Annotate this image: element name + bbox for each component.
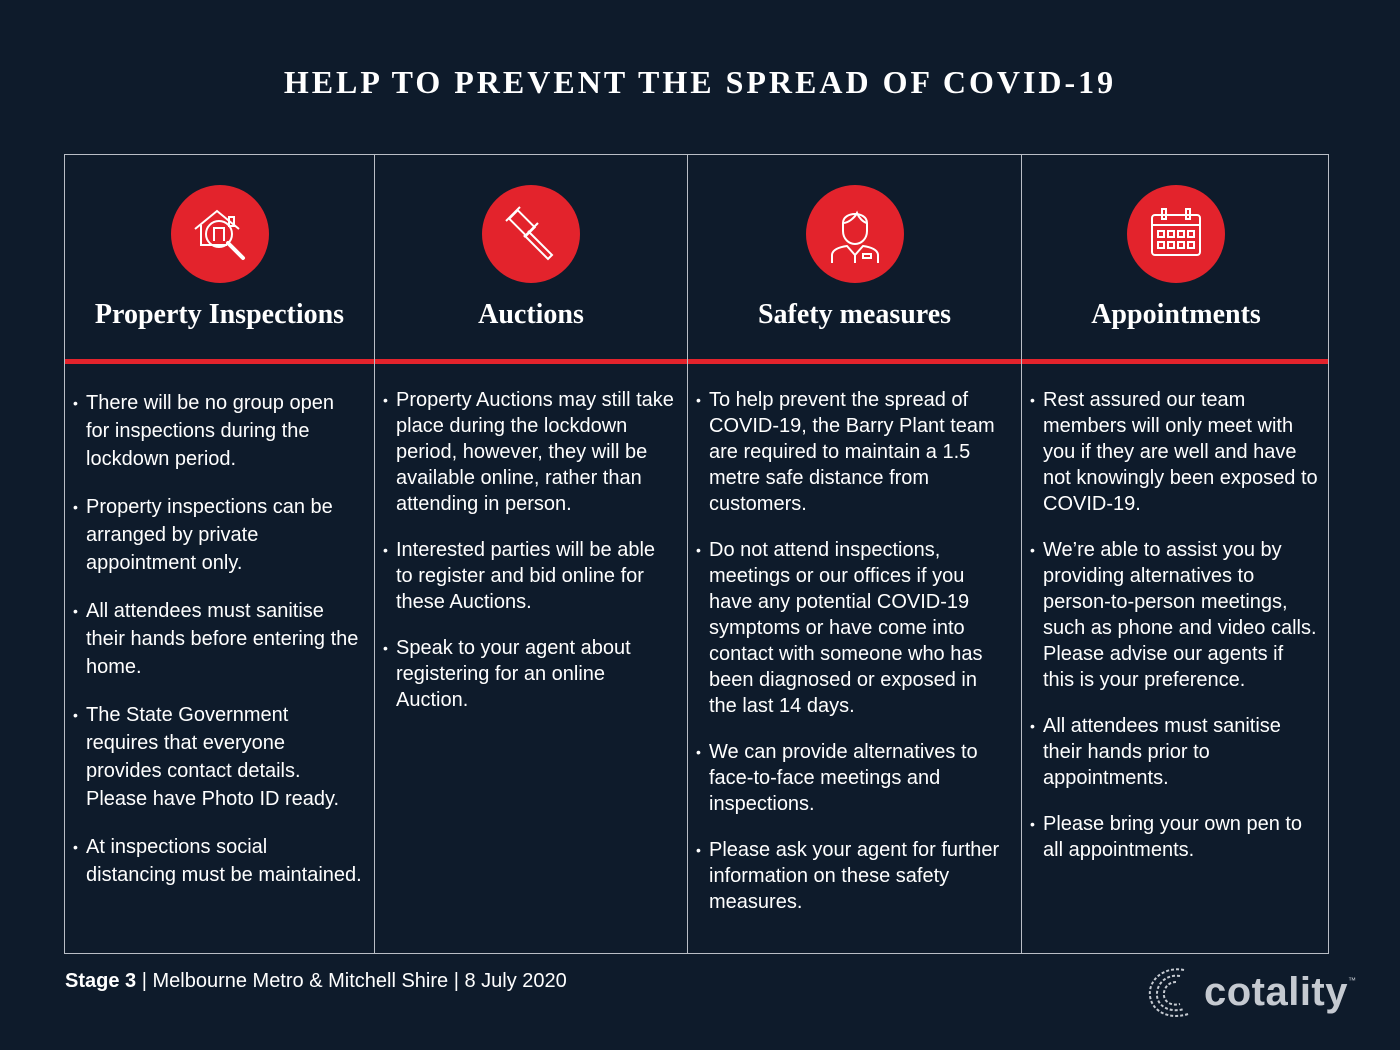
list-item: • Please bring your own pen to all appointments.	[1043, 811, 1318, 863]
cotality-globe-icon	[1144, 962, 1200, 1022]
house-search-icon	[171, 185, 269, 283]
logo-wordmark: cotality	[1203, 969, 1348, 1014]
separator: |	[448, 970, 465, 992]
column-property-inspections	[65, 155, 375, 953]
column-auctions	[375, 155, 688, 953]
column-heading: Appointments	[1091, 299, 1261, 330]
logo-trademark: ™	[1348, 976, 1356, 985]
cotality-logo	[1144, 962, 1356, 1022]
list-item: • All attendees must sanitise their hands before entering the home.	[86, 597, 362, 681]
list-item: • Property inspections can be arranged by private appointment only.	[86, 493, 362, 577]
page-title: HELP TO PREVENT THE SPREAD OF COVID-19	[283, 64, 1117, 100]
separator: |	[136, 970, 153, 992]
list-item: • Rest assured our team members will only meet with you if they are well and have not knowingly been exposed to COVID-19.	[1043, 387, 1318, 517]
column-heading: Safety measures	[757, 299, 952, 330]
list-item: • Do not attend inspections, meetings or our offices if you have any potential COVID-19 symptoms or have come into contact with someone who has been diagnosed or exposed in the last 14 days.	[709, 537, 1009, 719]
bullet-list	[375, 387, 687, 733]
list-item: • There will be no group open for inspections during the lockdown period.	[86, 389, 362, 473]
calendar-icon	[1127, 185, 1225, 283]
list-item: • We can provide alternatives to face-to-face meetings and inspections.	[709, 739, 1009, 817]
date-label: 8 July 2020	[464, 970, 567, 992]
list-item: • Speak to your agent about registering for an online Auction.	[396, 635, 675, 713]
column-safety-measures	[688, 155, 1022, 953]
info-grid	[64, 154, 1329, 954]
list-item: • At inspections social distancing must be maintained.	[86, 833, 362, 889]
stage-label: Stage 3	[65, 970, 137, 992]
agent-person-icon	[806, 185, 904, 283]
column-heading: Property Inspections	[94, 299, 345, 330]
gavel-icon	[482, 185, 580, 283]
region-label: Melbourne Metro & Mitchell Shire	[152, 970, 449, 992]
list-item: • To help prevent the spread of COVID-19, the Barry Plant team are required to maintain a 1.5 metre safe distance from customers.	[709, 387, 1009, 517]
list-item: • Property Auctions may still take place during the lockdown period, however, they will be available online, rather than attending in person.	[396, 387, 675, 517]
list-item: • Interested parties will be able to register and bid online for these Auctions.	[396, 537, 675, 615]
bullet-list	[688, 387, 1021, 935]
bullet-list	[1022, 387, 1330, 883]
list-item: • We’re able to assist you by providing alternatives to person-to-person meetings, such as phone and video calls. Please advise our agents if this is your preference.	[1043, 537, 1318, 693]
column-heading: Auctions	[478, 299, 584, 330]
footer-caption	[65, 970, 567, 993]
bullet-list	[65, 389, 374, 909]
list-item: • Please ask your agent for further information on these safety measures.	[709, 837, 1009, 915]
column-appointments	[1022, 155, 1330, 953]
list-item: • All attendees must sanitise their hands prior to appointments.	[1043, 713, 1318, 791]
list-item: • The State Government requires that everyone provides contact details. Please have Photo ID ready.	[86, 701, 362, 813]
